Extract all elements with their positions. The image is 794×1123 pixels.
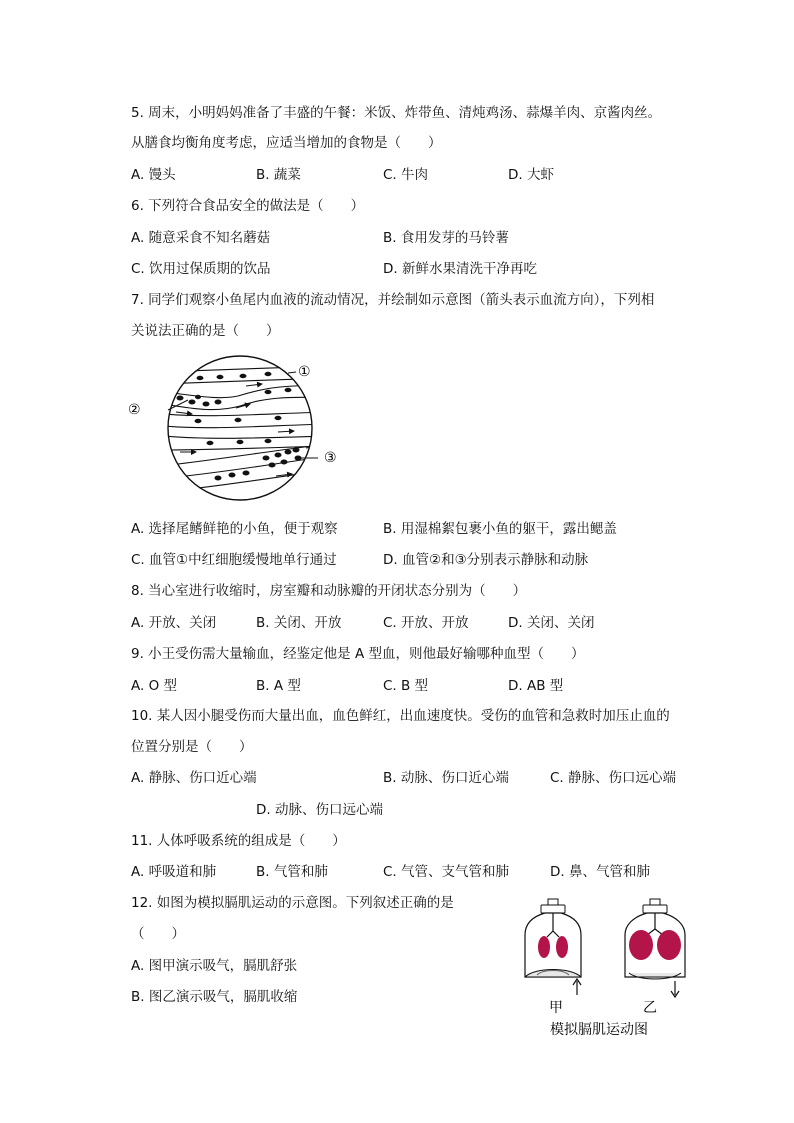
q9-option-c: C. B 型 xyxy=(383,678,429,694)
fig-label-2: ② xyxy=(128,402,141,418)
q5-option-a: A. 馒头 xyxy=(131,167,176,183)
q12-stem-line1: 12. 如图为模拟膈肌运动的示意图。下列叙述正确的是 xyxy=(131,895,454,911)
q9-option-d: D. AB 型 xyxy=(508,678,564,694)
q12-stem-line2: （ ） xyxy=(131,926,185,942)
q9-option-a: A. O 型 xyxy=(131,678,177,694)
fig-label-3: ③ xyxy=(324,450,337,466)
q11-option-c: C. 气管、支气管和肺 xyxy=(383,864,510,880)
q6-stem: 6. 下列符合食品安全的做法是（ ） xyxy=(131,198,365,214)
fig-caption: 模拟膈肌运动图 xyxy=(550,1022,648,1038)
fig-label-yi: 乙 xyxy=(643,1000,657,1016)
q10-option-b: B. 动脉、伤口近心端 xyxy=(383,770,509,786)
q7-option-c: C. 血管①中红细胞缓慢地单行通过 xyxy=(131,552,337,568)
q7-option-d: D. 血管②和③分别表示静脉和动脉 xyxy=(383,552,589,568)
q10-option-a: A. 静脉、伤口近心端 xyxy=(131,770,257,786)
q6-option-d: D. 新鲜水果清洗干净再吃 xyxy=(383,261,537,277)
q5-option-c: C. 牛肉 xyxy=(383,167,429,183)
q7-stem-line1: 7. 同学们观察小鱼尾内血液的流动情况，并绘制如示意图（箭头表示血流方向），下列相 xyxy=(131,292,655,308)
q11-option-b: B. 气管和肺 xyxy=(256,864,328,880)
q6-option-a: A. 随意采食不知名蘑菇 xyxy=(131,230,271,246)
q5-stem-line2: 从膳食均衡角度考虑，应适当增加的食物是（ ） xyxy=(131,135,442,151)
q10-stem-line2: 位置分别是（ ） xyxy=(131,739,253,755)
q6-option-c: C. 饮用过保质期的饮品 xyxy=(131,261,271,277)
q8-option-d: D. 关闭、关闭 xyxy=(508,615,595,631)
q5-option-d: D. 大虾 xyxy=(508,167,554,183)
fish-tail-blood-flow-figure xyxy=(128,352,358,504)
diaphragm-model-figure xyxy=(515,895,700,1040)
q7-option-a: A. 选择尾鳍鲜艳的小鱼，便于观察 xyxy=(131,521,338,537)
fig-label-1: ① xyxy=(298,364,311,380)
q11-option-d: D. 鼻、气管和肺 xyxy=(550,864,650,880)
q10-option-d: D. 动脉、伤口远心端 xyxy=(256,802,383,818)
q9-stem: 9. 小王受伤需大量输血，经鉴定他是 A 型血，则他最好输哪种血型（ ） xyxy=(131,646,585,662)
q5-stem-line1: 5. 周末，小明妈妈准备了丰盛的午餐：米饭、炸带鱼、清炖鸡汤、蒜爆羊肉、京酱肉丝。 xyxy=(131,105,662,121)
q10-option-c: C. 静脉、伤口远心端 xyxy=(550,770,677,786)
q7-option-b: B. 用湿棉絮包裹小鱼的躯干，露出鳃盖 xyxy=(383,521,617,537)
q6-option-b: B. 食用发芽的马铃薯 xyxy=(383,230,509,246)
jar-jia xyxy=(525,899,581,995)
q8-option-c: C. 开放、开放 xyxy=(383,615,469,631)
q8-option-a: A. 开放、关闭 xyxy=(131,615,217,631)
q11-option-a: A. 呼吸道和肺 xyxy=(131,864,217,880)
fig-label-jia: 甲 xyxy=(549,1000,563,1016)
q7-stem-line2: 关说法正确的是（ ） xyxy=(131,323,280,339)
jar-yi xyxy=(625,899,685,997)
q8-option-b: B. 关闭、开放 xyxy=(256,615,342,631)
q8-stem: 8. 当心室进行收缩时，房室瓣和动脉瓣的开闭状态分别为（ ） xyxy=(131,583,527,599)
q11-stem: 11. 人体呼吸系统的组成是（ ） xyxy=(131,833,346,849)
q10-stem-line1: 10. 某人因小腿受伤而大量出血，血色鲜红，出血速度快。受伤的血管和急救时加压止血的 xyxy=(131,708,670,724)
q12-option-b: B. 图乙演示吸气，膈肌收缩 xyxy=(131,989,298,1005)
q5-option-b: B. 蔬菜 xyxy=(256,167,301,183)
q12-option-a: A. 图甲演示吸气，膈肌舒张 xyxy=(131,958,298,974)
q9-option-b: B. A 型 xyxy=(256,678,301,694)
